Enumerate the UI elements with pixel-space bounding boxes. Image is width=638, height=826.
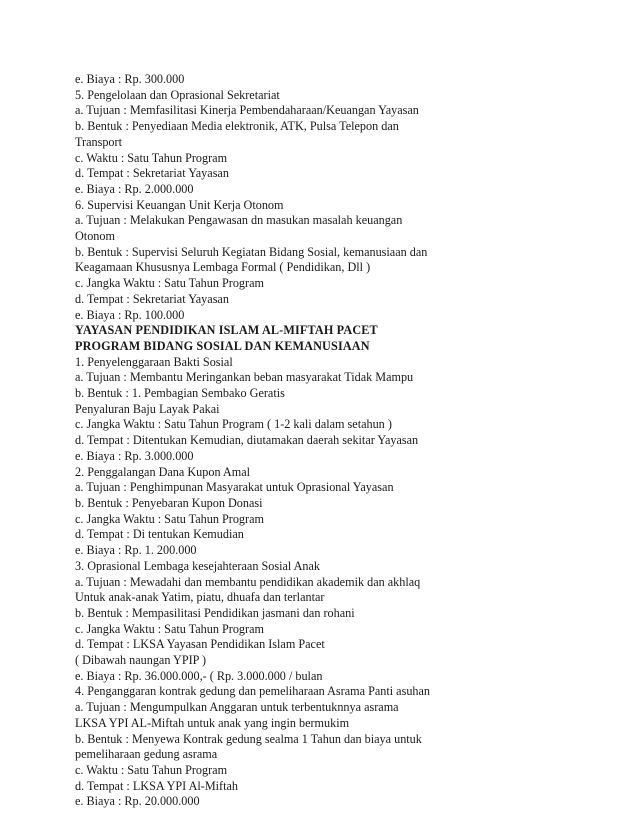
text-line: 2. Penggalangan Dana Kupon Amal [75, 464, 250, 479]
text-line: e. Biaya : Rp. 2.000.000 [75, 181, 194, 196]
text-line: 6. Supervisi Keuangan Unit Kerja Otonom [75, 197, 284, 212]
text-line: d. Tempat : Di tentukan Kemudian [75, 527, 244, 542]
document-page [75, 72, 565, 810]
text-line: a. Tujuan : Penghimpunan Masyarakat untuk Oprasional Yayasan [75, 480, 394, 495]
text-line: 3. Oprasional Lembaga kesejahteraan Sosial Anak [75, 558, 321, 573]
text-line: c. Jangka Waktu : Satu Tahun Program ( 1-2 kali dalam setahun ) [75, 417, 392, 432]
text-line: c. Waktu : Satu Tahun Program [75, 150, 228, 165]
text-line: a. Tujuan : Mewadahi dan membantu pendidikan akademik dan akhlaq [75, 574, 421, 589]
text-line: b. Bentuk : Penyediaan Media elektronik, ATK, Pulsa Telepon dan [75, 119, 399, 134]
text-line: e. Biaya : Rp. 3.000.000 [75, 448, 194, 463]
text-line: Transport [75, 134, 122, 149]
text-line: 5. Pengelolaan dan Oprasional Sekretariat [75, 87, 280, 102]
text-line: b. Bentuk : Penyebaran Kupon Donasi [75, 495, 263, 510]
text-line: d. Tempat : Sekretariat Yayasan [75, 291, 229, 306]
text-line: Untuk anak-anak Yatim, piatu, dhuafa dan terlantar [75, 590, 325, 605]
text-line: e. Biaya : Rp. 1. 200.000 [75, 543, 197, 558]
text-line: a. Tujuan : Mengumpulkan Anggaran untuk terbentuknnya asrama [75, 700, 399, 715]
text-line: a. Tujuan : Melakukan Pengawasan dn masukan masalah keuangan [75, 213, 403, 228]
text-line: d. Tempat : LKSA Yayasan Pendidikan Islam Pacet [75, 637, 325, 652]
text-line: Keagamaan Khususnya Lembaga Formal ( Pendidikan, Dll ) [75, 260, 371, 275]
text-line: d. Tempat : LKSA YPI Al-Miftah [75, 778, 238, 793]
text-line: pemeliharaan gedung asrama [75, 747, 218, 762]
text-line: c. Jangka Waktu : Satu Tahun Program [75, 276, 264, 291]
text-line: c. Waktu : Satu Tahun Program [75, 762, 228, 777]
text-line: a. Tujuan : Memfasilitasi Kinerja Pembendaharaan/Keuangan Yayasan [75, 103, 419, 118]
text-line: b. Bentuk : Mempasilitasi Pendidikan jasmani dan rohani [75, 605, 355, 620]
text-line: e. Biaya : Rp. 300.000 [75, 72, 185, 86]
text-line: LKSA YPI AL-Miftah untuk anak yang ingin bermukim [75, 715, 350, 730]
text-line: e. Biaya : Rp. 100.000 [75, 307, 185, 322]
text-line: 1. Penyelenggaraan Bakti Sosial [75, 354, 233, 369]
text-line: a. Tujuan : Membantu Meringankan beban masyarakat Tidak Mampu [75, 370, 414, 385]
text-line: d. Tempat : Sekretariat Yayasan [75, 166, 229, 181]
text-line: b. Bentuk : Menyewa Kontrak gedung sealma 1 Tahun dan biaya untuk [75, 731, 422, 746]
text-line: c. Jangka Waktu : Satu Tahun Program [75, 621, 264, 636]
text-line: ( Dibawah naungan YPIP ) [75, 653, 207, 668]
text-line: 4. Penganggaran kontrak gedung dan pemeliharaan Asrama Panti asuhan [75, 684, 431, 699]
text-line: e. Biaya : Rp. 36.000.000,- ( Rp. 3.000.000 / bulan [75, 668, 323, 683]
text-line: Penyaluran Baju Layak Pakai [75, 401, 220, 416]
text-line: b. Bentuk : 1. Pembagian Sembako Geratis [75, 386, 285, 401]
text-line: b. Bentuk : Supervisi Seluruh Kegiatan Bidang Sosial, kemanusiaan dan [75, 244, 428, 259]
text-line: c. Jangka Waktu : Satu Tahun Program [75, 511, 264, 526]
section-heading: YAYASAN PENDIDIKAN ISLAM AL-MIFTAH PACET [75, 323, 378, 338]
section-heading: PROGRAM BIDANG SOSIAL DAN KEMANUSIAAN [75, 338, 370, 353]
text-line: Otonom [75, 229, 115, 244]
text-line: e. Biaya : Rp. 20.000.000 [75, 794, 200, 809]
text-line: d. Tempat : Ditentukan Kemudian, diutamakan daerah sekitar Yayasan [75, 433, 419, 448]
